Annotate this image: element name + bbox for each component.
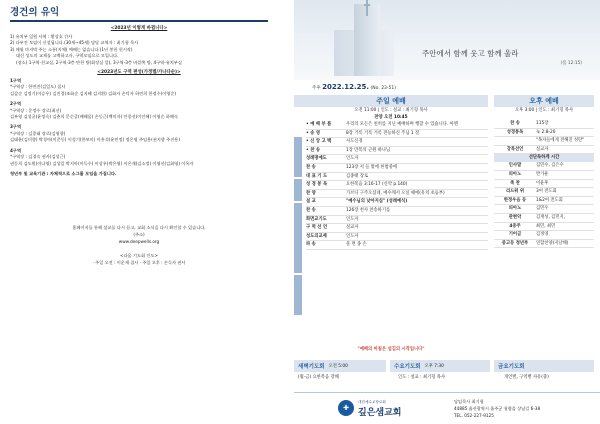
order-key: • 송 영 bbox=[306, 130, 321, 136]
section-title-changes: <2023년 이렇게 바뀝니다> bbox=[110, 26, 168, 31]
order-key: • 신 앙 고 백 bbox=[306, 139, 332, 145]
section-title-groups: <2023년도 구역 편성(가정별/가나다순)> bbox=[97, 70, 181, 76]
wednesday-prayer-value: 인도 : 설교 : 최기형 목사 bbox=[398, 375, 446, 380]
banner-quote: 주안에서 함께 웃고 함께 울라 bbox=[422, 49, 519, 58]
afternoon-service bbox=[494, 95, 594, 248]
afternoon-service-title: 오후 예배 bbox=[494, 95, 594, 107]
order-row bbox=[306, 147, 488, 156]
afternoon-row bbox=[494, 162, 594, 171]
order-key: 성도의교제 bbox=[306, 233, 327, 239]
order-row bbox=[306, 130, 488, 139]
order-value: 인도자 bbox=[346, 156, 359, 162]
afternoon-key: 피아노 bbox=[508, 171, 522, 177]
order-row bbox=[306, 198, 488, 207]
afternoon-key: 피아노 bbox=[508, 206, 522, 212]
homepage-line: 홈페이지를 통해 설교를 다시 듣고, 교회 소식을 다시 확인할 수 있습니다. bbox=[72, 225, 206, 231]
order-value: 인도자 bbox=[346, 216, 359, 222]
order-value: 인도자 bbox=[346, 233, 359, 239]
group-line: *구역장 : 김종태 장로(김영향) bbox=[10, 130, 66, 136]
changes-line: (장소) 1구역-친교실, 2구역-3층 만찬 방(화장실 앞), 3구역-3층 바깥쪽 방, 4구역-유치부실 bbox=[16, 59, 182, 65]
date-number: (No. 23-51) bbox=[370, 86, 397, 91]
left-title: 경건의 유익 bbox=[10, 7, 60, 18]
order-row bbox=[306, 173, 488, 182]
main-service-title: 주일 예배 bbox=[294, 95, 488, 107]
afternoon-row bbox=[494, 214, 594, 223]
youth-line: 청년부 및 교육기관 : 자체적으로 소그룹 모임을 가집니다. bbox=[10, 170, 117, 176]
wednesday-prayer-time: 오후 7:30 bbox=[424, 364, 444, 369]
order-row bbox=[306, 164, 488, 173]
afternoon-value: 이윤후 bbox=[536, 180, 549, 186]
afternoon-key: 찬 송 bbox=[510, 121, 520, 126]
order-value: 126장 천사 찬송하기를 bbox=[346, 207, 391, 213]
changes-line: 3) 매월 마지막 주는 소통(지체) 예배는 없습니다.(1년 봉헌 헌시작) bbox=[10, 46, 133, 52]
afternoon-key: 성경봉독 bbox=[506, 129, 524, 135]
order-value: 사도신경 bbox=[346, 139, 363, 145]
group-line: 김부영 김성균(윤정숙) 김춘희 문순증(배해음) 손동근(백미자) 안종선(이인혜) 이영순 하해숙 bbox=[10, 114, 179, 120]
order-key: 찬 송 bbox=[306, 207, 316, 213]
dawn-prayer-title: 새벽기도회 bbox=[298, 364, 325, 370]
section-tab-sacrament bbox=[294, 179, 302, 201]
order-row bbox=[306, 155, 488, 164]
afternoon-row bbox=[494, 188, 594, 197]
afternoon-service-time: 오후 3:00 | 인도 : 최기형 목사 bbox=[514, 108, 574, 113]
main-service-praise: 찬양 오전 10:45 bbox=[374, 115, 408, 120]
next-prayer-title: <다음 기도회 인도> bbox=[120, 253, 158, 259]
afternoon-row bbox=[494, 137, 594, 146]
afternoon-row bbox=[494, 205, 594, 214]
afternoon-value: "목자들에게 전해진 성탄" bbox=[536, 138, 585, 144]
afternoon-special-box: 선단독하게 시간 bbox=[494, 154, 594, 162]
order-row bbox=[306, 181, 488, 190]
main-service-time: 오전 11:00 | 인도 : 설교 : 최기형 목사 bbox=[354, 108, 428, 113]
section-tab-word bbox=[294, 203, 302, 273]
order-key: 파 송 bbox=[306, 242, 316, 248]
denomination: 대한예수교장로회 bbox=[358, 400, 386, 404]
church-logo-icon: ✚ bbox=[338, 400, 354, 416]
banner-ref: (롬 12:15) bbox=[560, 61, 582, 66]
order-value: "예수님의 낮아지심" (성례예식) bbox=[346, 199, 408, 205]
order-value: 물 면 종 손 bbox=[346, 242, 367, 248]
group-line: *구역장 : 한연진(김일도) 집사 bbox=[10, 84, 66, 90]
homepage-line: (주소) bbox=[133, 231, 145, 237]
homepage-url[interactable]: www.deepwells.org bbox=[118, 238, 160, 244]
afternoon-value: 김재성, 김민지, bbox=[536, 214, 566, 220]
afternoon-value: 3여 전도회 bbox=[536, 189, 557, 195]
order-value: 123장 저 들 밖에 한밤중에 bbox=[346, 164, 398, 170]
order-row bbox=[306, 216, 488, 225]
group-line: *구역장 : 김경숙 권사(김성근) bbox=[10, 154, 66, 160]
afternoon-key: 인사말 bbox=[508, 163, 522, 169]
church-contact bbox=[454, 398, 540, 419]
dawn-prayer-bar bbox=[294, 360, 386, 372]
afternoon-key bbox=[494, 137, 536, 145]
afternoon-key: 한정우음 등 bbox=[503, 197, 527, 203]
order-row bbox=[306, 138, 488, 147]
date-prefix: 주후 bbox=[312, 86, 321, 91]
afternoon-value: 김정영 bbox=[536, 232, 549, 238]
friday-prayer-bar bbox=[494, 360, 594, 372]
afternoon-row bbox=[494, 240, 594, 249]
afternoon-key: 기어금 bbox=[508, 232, 522, 238]
afternoon-row bbox=[494, 197, 594, 206]
group-label: 2구역 bbox=[10, 101, 22, 107]
afternoon-row bbox=[494, 129, 594, 138]
order-key: 찬 송 bbox=[306, 164, 316, 170]
afternoon-row bbox=[494, 223, 594, 232]
dawn-prayer-time: 오전 5:00 bbox=[328, 364, 348, 369]
cross-icon bbox=[364, 0, 370, 16]
afternoon-value: 눅 2:8-20 bbox=[536, 129, 556, 135]
next-prayer-line: · 주일 오전 : 이운재 집사 · 주일 오후 : 손득자 권사 bbox=[92, 259, 186, 265]
wednesday-prayer-bar bbox=[390, 360, 490, 372]
order-value: 요한복음 3:16-17 (신약 p.140) bbox=[346, 182, 408, 188]
order-value: 8장 거룩 거룩 거룩 전능하신 주님 1 절 bbox=[346, 130, 420, 136]
order-key: 대 표 기 도 bbox=[306, 173, 328, 179]
order-value: 김종태 장로 bbox=[346, 173, 369, 179]
afternoon-key: 강북선언 bbox=[506, 146, 524, 152]
right-panel bbox=[294, 0, 600, 424]
order-row bbox=[306, 190, 488, 199]
afternoon-value: 설교자 bbox=[536, 146, 549, 152]
date: 2022.12.25. bbox=[322, 83, 370, 91]
group-line: 김태윤(김미향) 박경아(이준동) 이성기(한보미) 이흥석(윤민정) 정은영 주임용(권지향 주진용) bbox=[10, 137, 180, 143]
friday-prayer-title: 금요기도회 bbox=[498, 364, 525, 370]
afternoon-value: 115장 bbox=[536, 121, 549, 126]
order-row bbox=[306, 241, 488, 250]
afternoon-value: 최민, 최민 bbox=[536, 223, 556, 229]
afternoon-row bbox=[494, 171, 594, 180]
order-key: 찬 양 bbox=[306, 190, 316, 196]
dawn-prayer-value: (월-금) 요한복음 강해 bbox=[298, 375, 339, 380]
afternoon-row bbox=[494, 120, 594, 129]
order-row bbox=[306, 233, 488, 242]
order-value: 우리의 모든은 친히를 지닌 예배하며 행할 수 있습니다. 아멘 bbox=[346, 122, 458, 127]
order-row bbox=[306, 224, 488, 233]
main-service bbox=[294, 95, 488, 250]
afternoon-key: 중고등 청년부 bbox=[501, 240, 529, 246]
afternoon-row bbox=[494, 180, 594, 189]
afternoon-key: 축 찬 bbox=[510, 180, 520, 186]
changes-line: 1) 유치부 일원 사역 : 황상호 간사 bbox=[10, 34, 73, 39]
friday-prayer-value: 개인별, 구역별 자유(중) bbox=[504, 375, 549, 380]
left-panel bbox=[0, 0, 278, 424]
group-line: 김갑순 김정기(이승우) 김진경(조화순 김지혜 김지환) 김화자 손덕자 하연희 한정수(이영순) bbox=[10, 90, 177, 96]
phone: TEL. 052-227-9125 bbox=[454, 413, 494, 418]
order-key: 설 교 bbox=[306, 199, 316, 205]
group-line: *구역장 : 문정수 장로(최선) bbox=[10, 107, 62, 113]
main-service-order bbox=[294, 121, 488, 250]
order-key: 구 역 선 언 bbox=[306, 225, 328, 231]
afternoon-value: 연합찬양(지날해) bbox=[536, 240, 569, 246]
afternoon-key: 4중주 bbox=[509, 223, 521, 229]
left-header bbox=[10, 0, 268, 22]
afternoon-key: 리드워 위 bbox=[505, 189, 525, 195]
group-line: 권동희 김도원(이나영) 김성일 박지아(이득수) 이상우(박은영) 이은재(김소정) 이영선(김화영) 이옥자 bbox=[10, 160, 194, 166]
afternoon-value: 반가운 bbox=[536, 171, 549, 177]
group-label: 3구역 bbox=[10, 124, 22, 130]
group-label: 4구역 bbox=[10, 147, 22, 153]
order-key: • 찬 송 bbox=[306, 147, 321, 153]
changes-line: 대신 성도의 교제를 고백하고자, 구역모임으로 모입니다. bbox=[16, 53, 119, 59]
order-key: 성례명예도 bbox=[306, 156, 327, 162]
banner bbox=[294, 0, 600, 80]
wednesday-prayer-title: 수요기도회 bbox=[394, 364, 421, 370]
afternoon-value: 1&2여 전도회 bbox=[536, 197, 563, 203]
order-value: 가브디 구주오셨네, 예수께서 오실 때에(유치 초등부) bbox=[346, 190, 445, 196]
worship-note: "예배의 마침은 섬김의 시작입니다" bbox=[357, 347, 425, 352]
order-row bbox=[306, 207, 488, 216]
afternoon-value: 김민우 bbox=[536, 206, 549, 212]
pastor: 담임목사 최기형 bbox=[454, 399, 484, 404]
changes-line: 2) 다부진 모임이 신설됩니다.(30세~45세) 담당 교역자 : 최기형 목사 bbox=[10, 40, 139, 46]
order-value: 설교자 bbox=[346, 225, 359, 231]
order-row bbox=[306, 121, 488, 130]
afternoon-row bbox=[494, 231, 594, 240]
section-tab-sending bbox=[294, 275, 302, 315]
date-row bbox=[312, 83, 396, 91]
order-key: 화면교기도 bbox=[306, 216, 327, 222]
order-key: 성 경 봉 독 bbox=[306, 182, 328, 188]
order-key: • 예 배 부 름 bbox=[306, 122, 332, 127]
group-label: 1구역 bbox=[10, 78, 22, 84]
afternoon-value: 김민수, 김은수 bbox=[536, 163, 564, 169]
church-name: 깊은샘교회 bbox=[358, 408, 402, 418]
order-value: 1장 만복의 근원 하나님 bbox=[346, 147, 391, 153]
afternoon-key: 관현악 bbox=[508, 214, 522, 220]
afternoon-row bbox=[494, 146, 594, 155]
section-tab-opening bbox=[294, 137, 302, 177]
address: 44885 울산광역시 울주군 청량읍 상남길 6-38 bbox=[454, 406, 541, 411]
